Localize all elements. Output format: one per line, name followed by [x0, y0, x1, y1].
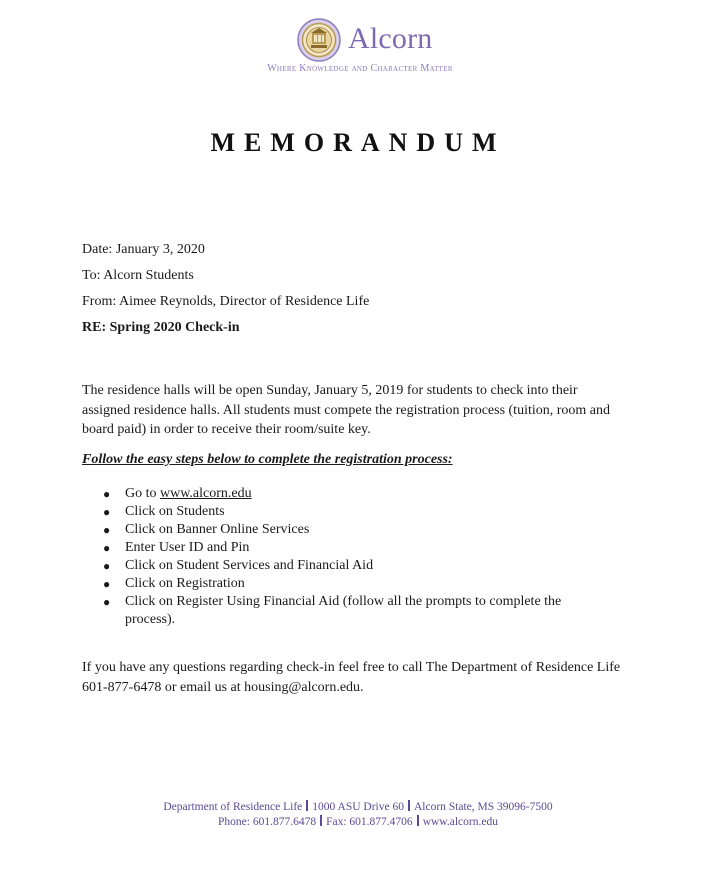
footer-phone: Phone: 601.877.6478 — [218, 816, 317, 828]
list-item — [100, 593, 600, 629]
memo-date: Date: January 3, 2020 — [82, 242, 205, 257]
bullet-icon: ● — [103, 487, 111, 501]
steps-list — [100, 485, 600, 629]
bullet-icon: ● — [103, 523, 111, 537]
university-seal-icon — [297, 18, 341, 62]
footer-street: 1000 ASU Drive 60 — [312, 801, 404, 813]
contact-paragraph: If you have any questions regarding check-in feel free to call The Department of Residence Life 601-877-6478 or email us at housing@alcorn.edu. — [82, 660, 621, 695]
footer-department: Department of Residence Life — [163, 801, 303, 813]
divider — [320, 815, 322, 826]
footer-contact-line — [0, 815, 716, 830]
bullet-icon: ● — [103, 559, 111, 573]
footer-website: www.alcorn.edu — [422, 816, 498, 828]
divider — [408, 800, 410, 811]
brand-name: Alcorn — [348, 22, 433, 55]
step-text: Click on Students — [125, 504, 225, 519]
list-item — [100, 539, 600, 557]
alcorn-website-link[interactable]: www.alcorn.edu — [160, 486, 252, 501]
brand-tagline: Where Knowledge and Character Matter — [267, 63, 453, 74]
step-text: Click on Banner Online Services — [125, 522, 310, 537]
footer-fax: Fax: 601.877.4706 — [326, 816, 413, 828]
step-text: Click on Student Services and Financial Aid — [125, 558, 374, 573]
footer-city: Alcorn State, MS 39096-7500 — [413, 801, 553, 813]
step-text: Click on Registration — [125, 576, 245, 591]
bullet-icon: ● — [103, 541, 111, 555]
list-item — [100, 521, 600, 539]
bullet-icon: ● — [103, 577, 111, 591]
list-item — [100, 575, 600, 593]
memo-to: To: Alcorn Students — [82, 268, 194, 283]
bullet-icon: ● — [103, 595, 111, 609]
bullet-icon: ● — [103, 505, 111, 519]
memo-subject: RE: Spring 2020 Check-in — [82, 320, 240, 335]
memo-from: From: Aimee Reynolds, Director of Residence Life — [82, 294, 370, 309]
divider — [417, 815, 419, 826]
step-text: Enter User ID and Pin — [125, 540, 250, 555]
memo-meta — [82, 237, 369, 341]
list-item — [100, 557, 600, 575]
letterhead — [0, 12, 716, 82]
memo-paragraph: The residence halls will be open Sunday, January 5, 2019 for students to check into their assigned residence halls. All students must compete the registration process (tuition, room and board paid) in order to receive their room/suite key. — [82, 383, 611, 437]
divider — [306, 800, 308, 811]
step-text: Click on Register Using Financial Aid (follow all the prompts to complete the process). — [125, 594, 562, 627]
list-item — [100, 485, 600, 503]
memo-title: MEMORANDUM — [210, 128, 506, 157]
footer — [0, 800, 716, 830]
list-item — [100, 503, 600, 521]
footer-address-line — [0, 800, 716, 815]
step-prefix: Go to — [125, 486, 160, 501]
steps-heading: Follow the easy steps below to complete the registration process: — [82, 452, 453, 467]
